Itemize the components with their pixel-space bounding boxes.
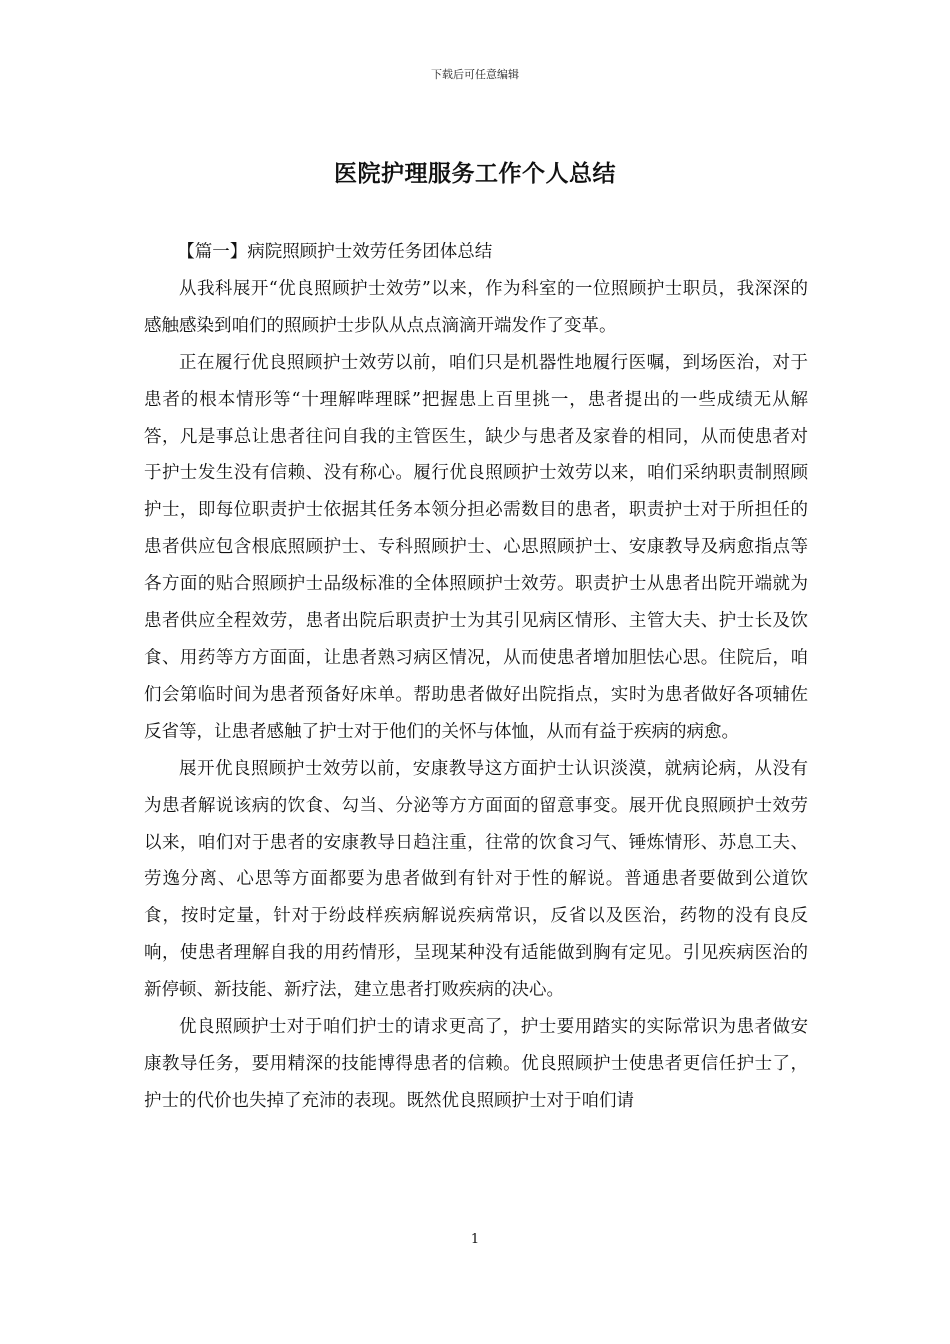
paragraph-1: 从我科展开“优良照顾护士效劳”以来，作为科室的一位照顾护士职员，我深深的感触感染到咱们的照顾护士步队从点点滴滴开端发作了变革。 — [144, 278, 808, 336]
section-heading: 【篇一】病院照顾护士效劳任务团体总结 — [177, 242, 493, 262]
page-number: 1 — [470, 1232, 480, 1247]
paragraph-4: 优良照顾护士对于咱们护士的请求更高了，护士要用踏实的实际常识为患者做安康教导任务，要用精深的技能博得患者的信赖。优良照顾护士使患者更信任护士了，护士的代价也失掉了充沛的表现。既然优良照顾护士对于咱们请 — [144, 1017, 808, 1111]
paragraph-2: 正在履行优良照顾护士效劳以前，咱们只是机器性地履行医嘱，到场医治，对于患者的根本情形等“十理解哔理睬”把握患上百里挑一，患者提出的一些成绩无从解答，凡是事总让患者往问自我的主管医生，缺少与患者及家眷的相同，从而使患者对于护士发生没有信赖、没有称心。履行优良照顾护士效劳以来，咱们采纳职责制照顾护士，即每位职责护士依据其任务本领分担必需数目的患者，职责护士对于所担任的患者供应包含根底照顾护士、专科照顾护士、心思照顾护士、安康教导及病愈指点等各方面的贴合照顾护士品级标准的全体照顾护士效劳。职责护士从患者出院开端就为患者供应全程效劳，患者出院后职责护士为其引见病区情形、主管大夫、护士长及饮食、用药等方方面面，让患者熟习病区情况，从而使患者增加胆怯心思。住院后，咱们会第临时间为患者预备好床单。帮助患者做好出院指点，实时为患者做好各项辅佐反省等，让患者感触了护士对于他们的关怀与体恤，从而有益于疾病的病愈。 — [144, 352, 808, 742]
paragraph-3: 展开优良照顾护士效劳以前，安康教导这方面护士认识淡漠，就病论病，从没有为患者解说该病的饮食、勾当、分泌等方方面面的留意事变。展开优良照顾护士效劳以来，咱们对于患者的安康教导日趋注重，往常的饮食习气、锤炼情形、苏息工夫、劳逸分离、心思等方面都要为患者做到有针对于性的解说。普通患者要做到公道饮食，按时定量，针对于纷歧样疾病解说疾病常识，反省以及医治，药物的没有良反响，使患者理解自我的用药情形，呈现某种没有适能做到胸有定见。引见疾病医治的新停顿、新技能、新疗法，建立患者打败疾病的决心。 — [144, 758, 808, 1001]
header-note: 下载后可任意编辑 — [431, 68, 519, 81]
document-body — [144, 234, 808, 1120]
document-title: 医院护理服务工作个人总结 — [334, 160, 616, 187]
